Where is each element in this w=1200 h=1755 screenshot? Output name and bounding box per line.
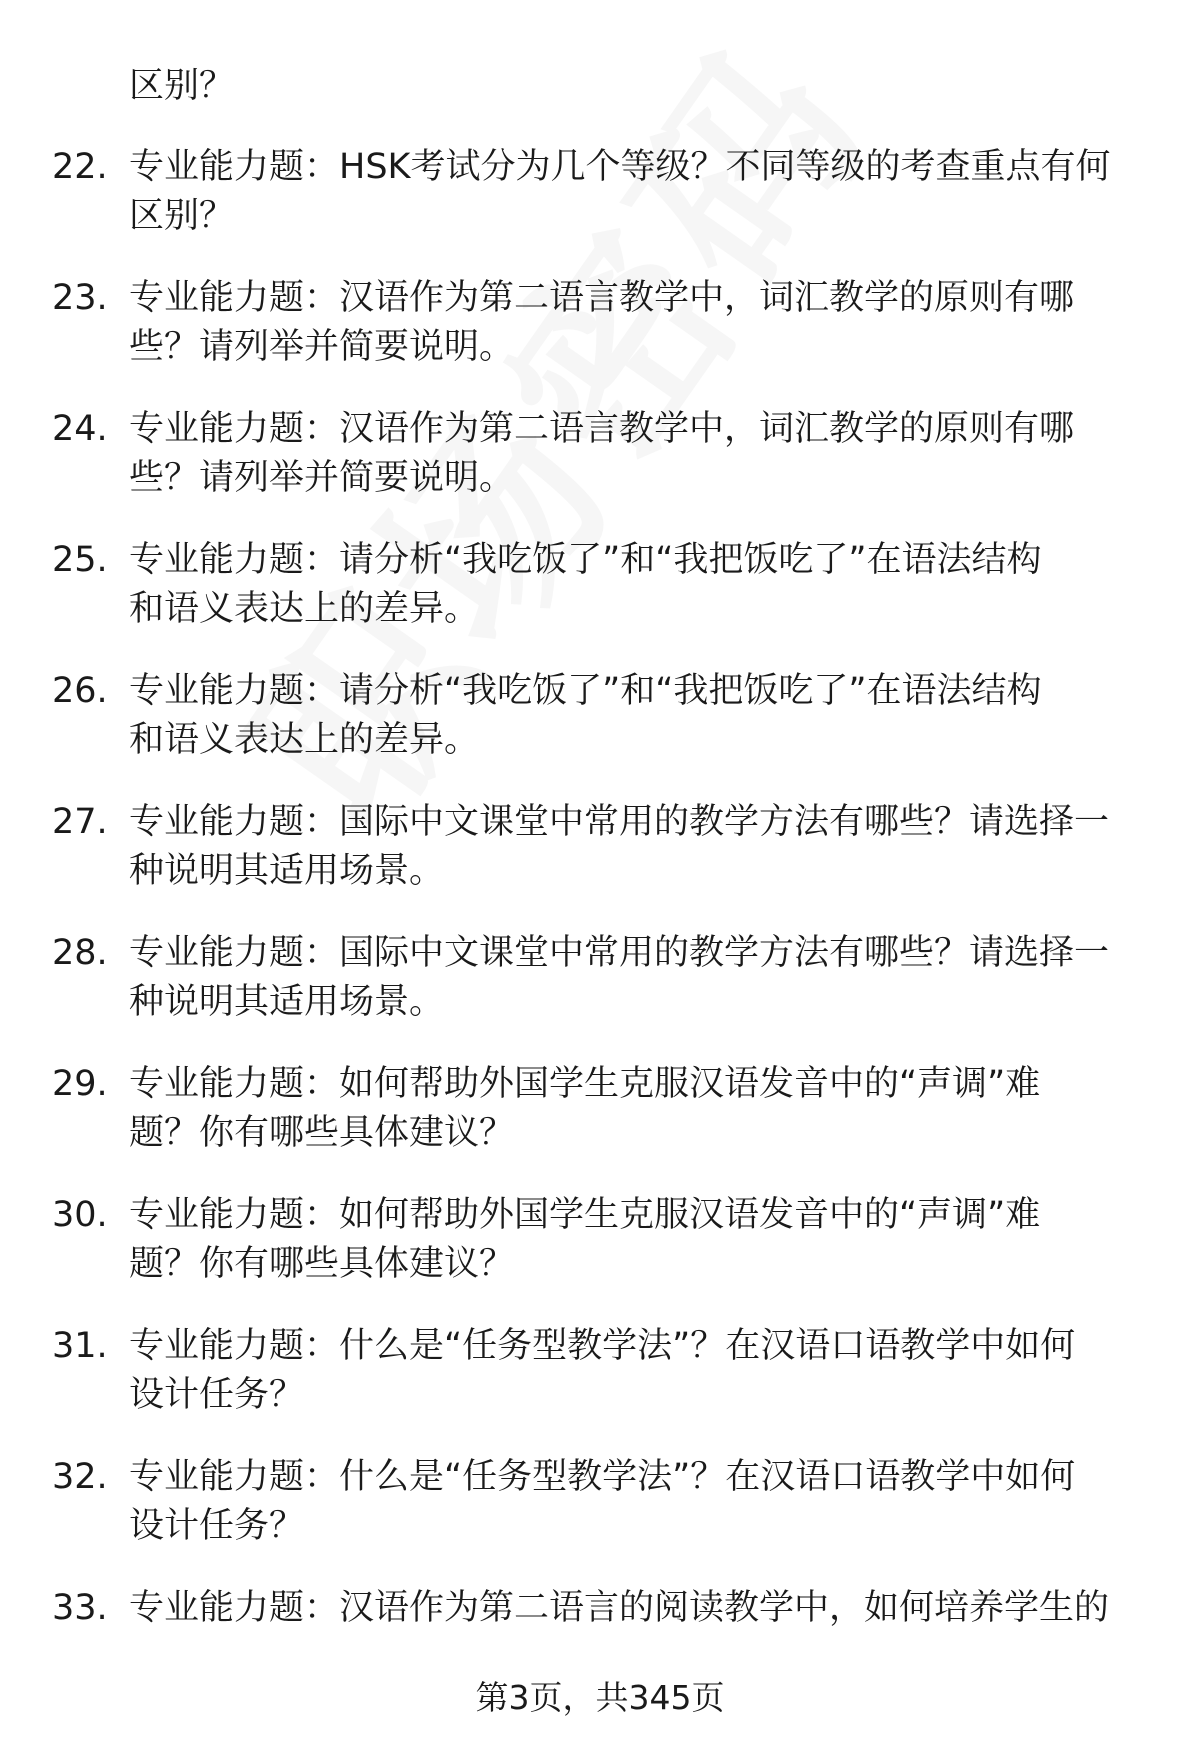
question-line: 些？请列举并简要说明。 (129, 458, 515, 498)
question-text (129, 405, 1139, 503)
question-text (129, 1060, 1139, 1158)
question-line: 种说明其适用场景。 (129, 851, 445, 891)
question-line: 设计任务？ (129, 1506, 305, 1546)
question-number: 26. (52, 671, 108, 711)
question-line: 区别？ (129, 66, 235, 106)
page-footer: 第3页，共345页 (475, 1678, 725, 1717)
question-number: 25. (52, 540, 108, 580)
question-line: 些？请列举并简要说明。 (129, 327, 515, 367)
question-line: 专业能力题：国际中文课堂中常用的教学方法有哪些？请选择一 (129, 933, 1110, 973)
question-number: 22. (52, 147, 108, 187)
question-number: 33. (52, 1588, 108, 1628)
question-text (129, 798, 1139, 896)
question-line: 专业能力题：汉语作为第二语言的阅读教学中，如何培养学生的 (129, 1588, 1110, 1628)
question-number: 31. (52, 1326, 108, 1366)
question-number: 28. (52, 933, 108, 973)
question-line: 专业能力题：什么是“任务型教学法”？在汉语口语教学中如何 (129, 1326, 1076, 1366)
question-number: 30. (52, 1195, 108, 1235)
question-text (129, 667, 1139, 765)
question-text (129, 274, 1139, 372)
question-text (129, 1453, 1139, 1551)
question-text (129, 1322, 1139, 1420)
question-line: 种说明其适用场景。 (129, 982, 445, 1022)
question-line: 专业能力题：国际中文课堂中常用的教学方法有哪些？请选择一 (129, 802, 1110, 842)
question-line: 题？你有哪些具体建议？ (129, 1244, 515, 1284)
question-text (129, 143, 1139, 241)
question-text (129, 1191, 1139, 1289)
question-text (129, 929, 1139, 1027)
question-number: 32. (52, 1457, 108, 1497)
question-line: 题？你有哪些具体建议？ (129, 1113, 515, 1153)
question-text (129, 536, 1139, 634)
question-line: 专业能力题：如何帮助外国学生克服汉语发音中的“声调”难 (129, 1064, 1041, 1104)
question-line: 和语义表达上的差异。 (129, 589, 480, 629)
question-number: 29. (52, 1064, 108, 1104)
question-number: 23. (52, 278, 108, 318)
question-text (129, 1584, 1139, 1633)
question-line: 和语义表达上的差异。 (129, 720, 480, 760)
question-line: 专业能力题：HSK考试分为几个等级？不同等级的考查重点有何 (129, 147, 1111, 187)
question-line: 专业能力题：请分析“我吃饭了”和“我把饭吃了”在语法结构 (129, 540, 1042, 580)
question-line: 专业能力题：如何帮助外国学生克服汉语发音中的“声调”难 (129, 1195, 1041, 1235)
question-line: 区别？ (129, 196, 235, 236)
question-line: 专业能力题：汉语作为第二语言教学中，词汇教学的原则有哪 (129, 278, 1075, 318)
question-line: 专业能力题：什么是“任务型教学法”？在汉语口语教学中如何 (129, 1457, 1076, 1497)
question-number: 24. (52, 409, 108, 449)
question-line: 专业能力题：请分析“我吃饭了”和“我把饭吃了”在语法结构 (129, 671, 1042, 711)
question-number: 27. (52, 802, 108, 842)
question-line: 设计任务？ (129, 1375, 305, 1415)
question-line: 专业能力题：汉语作为第二语言教学中，词汇教学的原则有哪 (129, 409, 1075, 449)
